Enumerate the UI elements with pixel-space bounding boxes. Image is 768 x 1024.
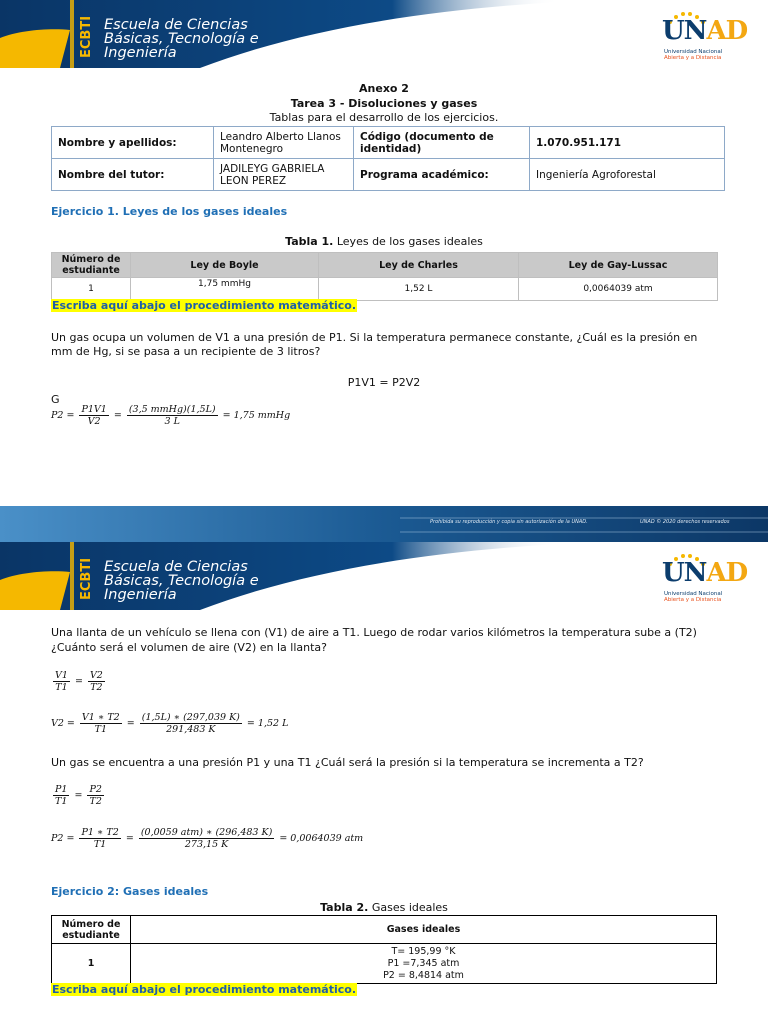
ecbti-badge — [74, 14, 96, 60]
boyle-equation: P2 = $\frac{P1V1}{V2}$ = $\frac{\text{(3,5 mmHg)(1,5L)}}{3 L}$ = 1,75 mmHg — [51, 404, 291, 427]
header-title-line1: Escuela de Ciencias — [104, 17, 248, 33]
table1-header-charles: Ley de Charles — [319, 253, 519, 278]
table1-header-gaylussac: Ley de Gay-Lussac — [519, 253, 718, 278]
tutor-value: JADILEYG GABRIELA LEON PEREZ — [214, 159, 354, 191]
unad-logo-2 — [662, 554, 748, 603]
table1-header-student: Número de estudiante — [52, 253, 131, 278]
table2-header-gases: Gases ideales — [131, 916, 717, 944]
logo-sub2-2: Abierta y a Distancia — [664, 597, 722, 603]
task-title: Tarea 3 - Disoluciones y gases — [290, 97, 478, 110]
problem3-text: Un gas se encuentra a una presión P1 y una T1 ¿Cuál será la presión si la temperatura se incrementa a T2? — [51, 756, 644, 769]
exercise2-heading: Ejercicio 2: Gases ideales — [51, 885, 209, 898]
header2-title-line2: Básicas, Tecnología e — [104, 573, 259, 589]
header-title-line2: Básicas, Tecnología e — [104, 31, 259, 47]
gaylussac-equation: P2 = $\frac{P1 ∗ T2}{T1}$ = $\frac{\text{(0,0059 atm) ∗ (296,483 K)}}{273,15 K}$ = 0,0064039 atm — [51, 827, 364, 850]
table2-cell-student: 1 — [52, 944, 131, 984]
procedure-note-1: Escriba aquí abajo el procedimiento matemático. — [52, 299, 356, 312]
header2-title-line1: Escuela de Ciencias — [104, 559, 248, 575]
table1-cell-charles: 1,52 L — [319, 278, 519, 301]
table1-caption: Tabla 1. Leyes de los gases ideales — [285, 235, 483, 248]
logo-word: UNAD — [662, 16, 748, 46]
logo-sub1-2: Universidad Nacional — [664, 591, 723, 597]
ecbti-text-2: ECBTI — [79, 557, 94, 600]
code-value: 1.070.951.171 — [530, 127, 725, 159]
tutor-label: Nombre del tutor: — [52, 159, 214, 191]
g-label: G — [51, 393, 60, 406]
table1-cell-gaylussac: 0,0064039 atm — [519, 278, 718, 301]
logo-word-2: UNAD — [662, 558, 748, 588]
name-value: Leandro Alberto Llanos Montenegro — [214, 127, 354, 159]
gaylussac-ratio: $\frac{P1}{T1}$ = $\frac{P2}{T2}$ — [55, 784, 102, 807]
procedure-note-2: Escriba aquí abajo el procedimiento matemático. — [52, 983, 356, 996]
program-label: Programa académico: — [354, 159, 530, 191]
problem2-line2: ¿Cuánto será el volumen de aire (V2) en la llanta? — [51, 641, 327, 654]
annex-title: Anexo 2 — [359, 82, 409, 95]
header-title-line3: Ingeniería — [104, 45, 177, 61]
table2-ideal-gases — [51, 915, 717, 984]
gas-temperature: T= 195,99 °K — [391, 945, 456, 957]
program-value: Ingeniería Agroforestal — [530, 159, 725, 191]
table2-cell-gases — [131, 944, 717, 984]
table2-header-student: Número de estudiante — [52, 916, 131, 944]
charles-equation: V2 = $\frac{V1 ∗ T2}{T1}$ = $\frac{(1,5L) ∗ (297,039 K)}{291,483 K}$ = 1,52 L — [51, 712, 289, 735]
exercise1-heading: Ejercicio 1. Leyes de los gases ideales — [51, 205, 288, 218]
charles-law-ratio: $\frac{V1}{T1}$ = $\frac{V2}{T2}$ — [55, 670, 103, 693]
boyle-formula: P1V1 = P2V2 — [347, 376, 421, 389]
name-label: Nombre y apellidos: — [52, 127, 214, 159]
unad-logo — [662, 12, 748, 61]
doc-subtitle: Tablas para el desarrollo de los ejercicios. — [269, 111, 499, 124]
problem1-text: Un gas ocupa un volumen de V1 a una presión de P1. Si la temperatura permanece constante, ¿Cuál es la presión en mm de Hg, si se pasa a un recipiente de 3 litros? — [51, 331, 698, 358]
footer-rights: UNAD © 2020 derechos reservados — [640, 519, 730, 525]
problem2-line1: Una llanta de un vehículo se llena con (V1) de aire a T1. Luego de rodar varios kilómetros la temperatura sube a (T2) — [51, 626, 697, 639]
table1-cell-student: 1 — [52, 278, 131, 301]
table1-cell-boyle: 1,75 mmHg — [131, 278, 319, 301]
student-info-table — [51, 126, 725, 191]
code-label: Código (documento de identidad) — [354, 127, 530, 159]
page-header — [0, 0, 768, 82]
ecbti-badge-2 — [74, 556, 96, 602]
gas-pressure-1: P1 =7,345 atm — [387, 957, 460, 969]
logo-sub2: Abierta y a Distancia — [664, 55, 722, 61]
header2-title-line3: Ingeniería — [104, 587, 177, 603]
page-header-2 — [0, 542, 768, 624]
logo-sub1: Universidad Nacional — [664, 49, 723, 55]
footer-copyright-note: Prohibida su reproducción y copia sin autorización de la UNAD. — [430, 519, 588, 525]
table1-gas-laws — [51, 252, 718, 301]
ecbti-text: ECBTI — [79, 15, 94, 58]
table1-header-boyle: Ley de Boyle — [131, 253, 319, 278]
gas-pressure-2: P2 = 8,4814 atm — [383, 969, 464, 981]
table2-caption: Tabla 2. Gases ideales — [320, 901, 448, 914]
